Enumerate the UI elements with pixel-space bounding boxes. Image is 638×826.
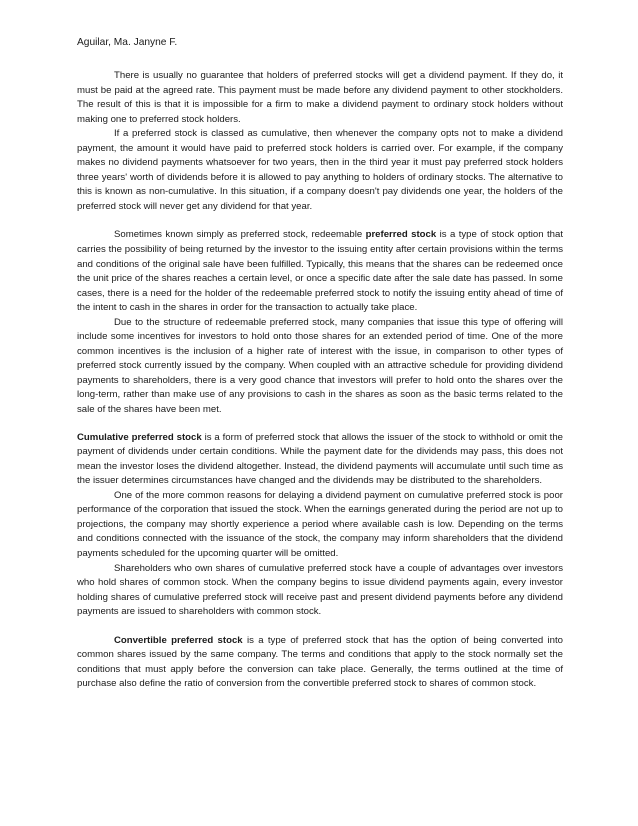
term-cumulative-preferred-stock: Cumulative preferred stock [77, 431, 202, 443]
paragraph-redeemable-stock [77, 228, 563, 315]
paragraph-rest-text: is a type of stock option that carries the possibility of being returned by the investor to the issuing entity after certain provisions within the terms and conditions of the original sale have been fulfilled. Typically, this means that the shares can be redeemed once the unit price of the shares reaches a certain level, or once a specific date after the sale date has passed. In some cases, there is a need for the holder of the redeemable preferred stock to notify the issuing entity ahead of time of the intent to cash in the shares in order for the transaction to actually take place. [77, 229, 564, 314]
term-convertible-preferred-stock: Convertible preferred stock [114, 634, 243, 646]
paragraph-rest-text: is a type of preferred stock that has the option of being converted into common shares issued by the same company. The terms and conditions that apply to the stock normally set the conditions that must apply before the conversion can take place. Generally, the terms outlined at the time of purchase also define the ratio of conversion from the convertible preferred stock to shares of common stock. [77, 634, 563, 690]
paragraph-cumulative-definition [77, 431, 563, 489]
paragraph-dividend-guarantee: There is usually no guarantee that holders of preferred stocks will get a dividend payment. If they do, it must be paid at the agreed rate. This payment must be made before any dividend payment to other stockholders. The result of this is that it is impossible for a firm to make a dividend payment to ordinary stock holders without making one to preferred stock holders. [77, 70, 563, 125]
author-name: Aguilar, Ma. Janyne F. [77, 37, 178, 48]
paragraph-delay-reasons: One of the more common reasons for delaying a dividend payment on cumulative preferred stock is poor performance of the corporation that issued the stock. When the earnings generated during the period are not up to projections, the company may shortly experience a period where available cash is low. Depending on the terms and conditions connected with the issuance of the stock, the company may inform shareholders that the dividend payments scheduled for the upcoming quarter will be omitted. [77, 489, 563, 559]
term-preferred-stock: preferred stock [365, 229, 437, 241]
paragraph-cumulative-classification: If a preferred stock is classed as cumulative, then whenever the company opts not to make a dividend payment, the amount it would have paid to preferred stock holders is carried over. For example, if the company makes no dividend payments whatsoever for two years, then in the third year it must pay preferred stock holders three years' worth of dividends before it is allowed to pay anything to holders of ordinary stocks. The alternative to this is known as non-cumulative. In this situation, if a company doesn't pay dividends one year, the holders of the preferred stock will never get any dividend for that year. [77, 128, 563, 212]
paragraph-redeemable-incentives: Due to the structure of redeemable preferred stock, many companies that issue this type of offering will include some incentives for investors to hold onto those shares for an extended period of time. One of the more common incentives is the inclusion of a higher rate of interest with the issue, in comparison to other types of preferred stock currently issued by the company. When coupled with an attractive schedule for providing dividend payments to shareholders, there is a very good chance that investors will prefer to hold onto the shares over the long-term, rather than make use of any provisions to cash in the shares as soon as the basic terms related to the sale of the shares have been met. [77, 316, 563, 416]
paragraph-convertible-definition [77, 634, 563, 692]
paragraph-shareholder-advantages: Shareholders who own shares of cumulative preferred stock have a couple of advantages over investors who hold shares of common stock. When the company begins to issue dividend payments again, every investor holding shares of cumulative preferred stock will receive past and present dividend payments before any dividend payments are issued to shareholders with common stock. [77, 562, 563, 618]
paragraph-rest-text: is a form of preferred stock that allows the issuer of the stock to withhold or omit the payment of dividends under certain conditions. While the payment date for the dividends may pass, this does not mean the investor loses the dividend altogether. Instead, the dividend payments will accumulate until such time as the issuer determines circumstances have changed and the dividends may be distributed to the shareholders. [77, 431, 563, 487]
paragraph-lead-text: Sometimes known simply as preferred stock, redeemable [114, 229, 366, 241]
document-body [77, 69, 563, 692]
